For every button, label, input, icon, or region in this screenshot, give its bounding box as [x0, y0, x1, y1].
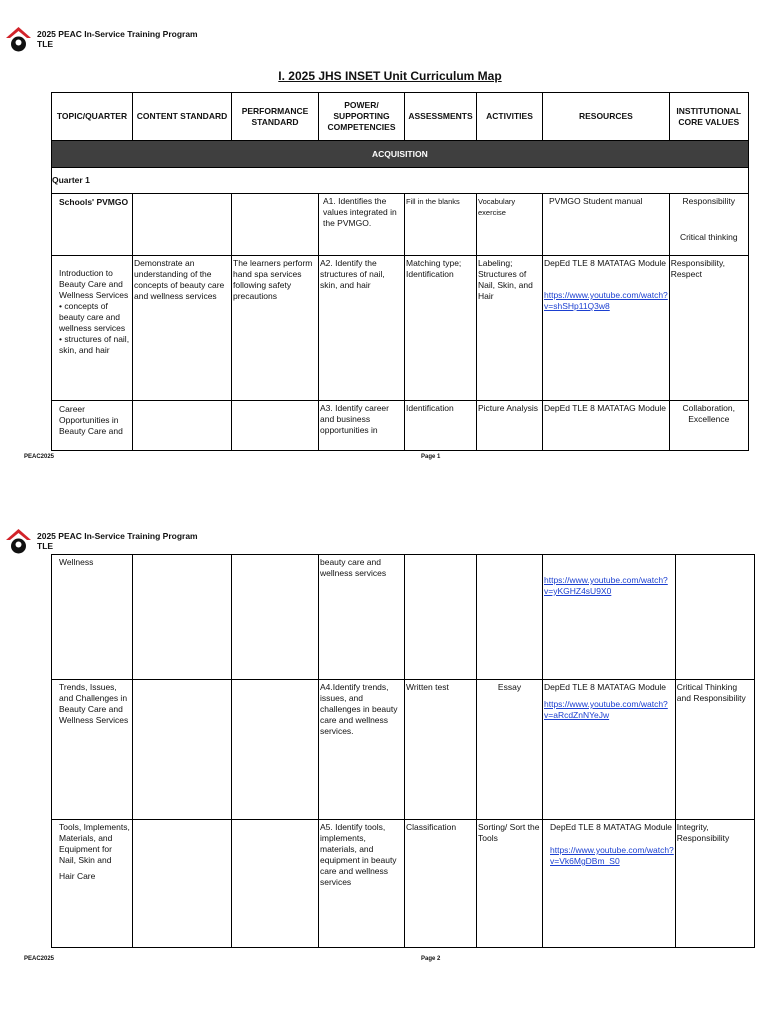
competency-a1: A1. Identifies the values integrated in the PVMGO. [319, 194, 405, 256]
program-subject: TLE [37, 541, 54, 551]
values-pvmgo [669, 194, 748, 256]
col-header-performance-standard: PERFORMANCE STANDARD [232, 93, 319, 141]
program-name: 2025 PEAC In-Service Training Program [37, 29, 198, 39]
col-header-competencies: POWER/ SUPPORTING COMPETENCIES [319, 93, 405, 141]
activity-pvmgo: Vocabulary exercise [477, 194, 543, 256]
table-row [52, 401, 749, 451]
col-header-core-values: INSTITUTIONAL CORE VALUES [669, 93, 748, 141]
performance-standard-cell [232, 680, 319, 820]
program-name: 2025 PEAC In-Service Training Program [37, 531, 198, 541]
assessment-trends: Written test [405, 680, 477, 820]
table-row [52, 680, 755, 820]
competency-a3-continued: beauty care and wellness services [319, 555, 405, 680]
content-standard-cell [133, 680, 232, 820]
program-header [37, 29, 198, 49]
page-number: Page 2 [421, 956, 441, 962]
content-standard-cell [133, 194, 232, 256]
section-acquisition: ACQUISITION [52, 141, 749, 168]
assessment-career: Identification [405, 401, 477, 451]
program-header [37, 531, 198, 551]
col-header-content-standard: CONTENT STANDARD [133, 93, 232, 141]
values-cell [675, 555, 754, 680]
competency-a3: A3. Identify career and business opportunities in [319, 401, 405, 451]
values-trends: Critical Thinking and Responsibility [675, 680, 754, 820]
value-critical-thinking: Critical thinking [679, 232, 738, 242]
performance-standard-cell [232, 401, 319, 451]
topic-tools-hair-care: Hair Care [59, 871, 96, 881]
content-standard-cell [133, 820, 232, 948]
assessment-cell [405, 555, 477, 680]
table-header-row [52, 93, 749, 141]
resources-tools [543, 820, 676, 948]
page-number: Page 1 [421, 454, 441, 460]
topic-career-continued: Wellness [52, 555, 133, 680]
curriculum-map-table-continued [51, 554, 755, 948]
topic-career: Career Opportunities in Beauty Care and [52, 401, 133, 451]
table-row [52, 194, 749, 256]
assessment-pvmgo: Fill in the blanks [405, 194, 477, 256]
activity-trends: Essay [477, 680, 543, 820]
quarter-label: Quarter 1 [52, 168, 749, 194]
activity-career: Picture Analysis [477, 401, 543, 451]
topic-introduction [52, 256, 133, 401]
curriculum-map-table [51, 92, 749, 451]
resource-module-career: DepEd TLE 8 MATATAG Module [543, 401, 670, 451]
col-header-assessments: ASSESSMENTS [405, 93, 477, 141]
col-header-resources: RESOURCES [543, 93, 670, 141]
resources-trends [543, 680, 676, 820]
table-row [52, 820, 755, 948]
content-standard-cell [133, 555, 232, 680]
page-2 [0, 505, 768, 1017]
competency-a2: A2. Identify the structures of nail, skin, and hair [319, 256, 405, 401]
footer-left: PEAC2025 [24, 454, 55, 460]
assessment-intro: Matching type; Identification [405, 256, 477, 401]
program-subject: TLE [37, 39, 54, 49]
values-intro: Responsibility, Respect [669, 256, 748, 401]
topic-intro-title: Introduction to Beauty Care and Wellness Services [59, 268, 129, 300]
activity-cell [477, 555, 543, 680]
resource-module-tools: DepEd TLE 8 MATATAG Module [550, 822, 673, 832]
col-header-activities: ACTIVITIES [477, 93, 543, 141]
content-standard-intro: Demonstrate an understanding of the concepts of beauty care and wellness services [133, 256, 232, 401]
topic-intro-bullet-concepts: • concepts of beauty care and wellness services [59, 301, 126, 333]
topic-intro-bullet-structures: • structures of nail, skin, and hair [59, 334, 130, 355]
peac-logo-icon [5, 26, 32, 53]
competency-a5: A5. Identify tools, implements, materials, and equipment in beauty care and wellness services [319, 820, 405, 948]
table-row [52, 256, 749, 401]
topic-tools-text: Tools, Implements, Materials, and Equipment for Nail, Skin and [59, 822, 130, 865]
values-career: Collaboration, Excellence [669, 401, 748, 451]
resource-module-intro: DepEd TLE 8 MATATAG Module [544, 258, 667, 268]
activity-intro: Labeling; Structures of Nail, Skin, and Hair [477, 256, 543, 401]
topic-tools [52, 820, 133, 948]
youtube-link-intro[interactable]: https://www.youtube.com/watch?v=shSHp11Q3w8 [544, 290, 668, 311]
content-standard-cell [133, 401, 232, 451]
document-title: I. 2025 JHS INSET Unit Curriculum Map [278, 69, 502, 83]
footer-left: PEAC2025 [24, 956, 55, 962]
youtube-link-trends[interactable]: https://www.youtube.com/watch?v=aRcdZnNYeJw [544, 699, 668, 720]
topic-trends: Trends, Issues, and Challenges in Beauty Care and Wellness Services [52, 680, 133, 820]
performance-standard-cell [232, 194, 319, 256]
assessment-tools: Classification [405, 820, 477, 948]
performance-standard-cell [232, 555, 319, 680]
resource-pvmgo: PVMGO Student manual [543, 194, 670, 256]
peac-logo-icon [5, 528, 32, 555]
table-row [52, 555, 755, 680]
value-responsibility: Responsibility [682, 196, 735, 206]
topic-pvmgo: Schools' PVMGO [52, 194, 133, 256]
col-header-topic: TOPIC/QUARTER [52, 93, 133, 141]
values-tools: Integrity, Responsibility [675, 820, 754, 948]
resources-career [543, 555, 676, 680]
performance-standard-intro: The learners perform hand spa services following safety precautions [232, 256, 319, 401]
competency-a4: A4.Identify trends, issues, and challenges in beauty care and wellness services. [319, 680, 405, 820]
youtube-link-tools[interactable]: https://www.youtube.com/watch?v=Vk6MgDBm_S0 [550, 845, 674, 866]
resource-module-trends: DepEd TLE 8 MATATAG Module [544, 682, 667, 692]
activity-tools: Sorting/ Sort the Tools [477, 820, 543, 948]
youtube-link-career[interactable]: https://www.youtube.com/watch?v=yKGHZ4sU9X0 [544, 575, 668, 596]
performance-standard-cell [232, 820, 319, 948]
resources-intro [543, 256, 670, 401]
